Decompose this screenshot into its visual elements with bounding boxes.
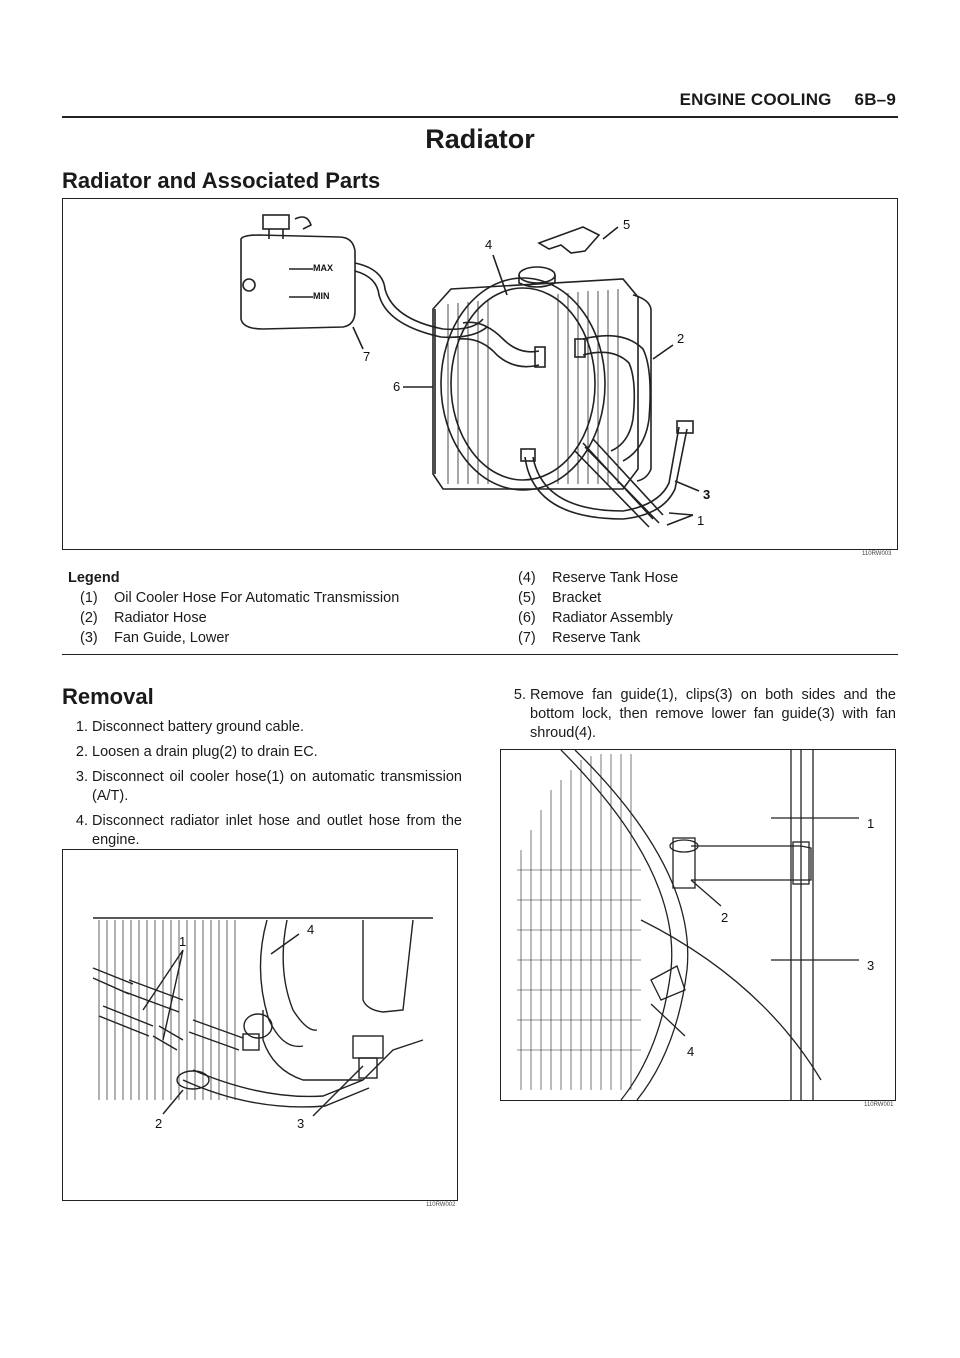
callout-3: 3 [703,487,711,502]
legend-item: (1) Oil Cooler Hose For Automatic Transmission [80,590,400,606]
callout-2: 2 [677,331,685,346]
drain-plug-illustration [63,850,457,1200]
section-title: ENGINE COOLING [679,90,832,109]
callout-6: 6 [393,379,401,394]
legend-item: (7) Reserve Tank [518,630,641,646]
callout-1: 1 [867,816,875,831]
removal-steps-left [62,718,462,856]
header-rule [62,116,898,118]
callout-7: 7 [363,349,371,364]
callout-3: 3 [297,1116,305,1131]
legend-heading: Legend [68,570,120,586]
page-number: 6B–9 [854,90,896,109]
callout-4: 4 [687,1044,695,1059]
step-item: 3. Disconnect oil cooler hose(1) on automatic transmission (A/T). [75,769,462,804]
callout-2: 2 [155,1116,163,1131]
callout-5: 5 [623,217,631,232]
step-item: 2. Loosen a drain plug(2) to drain EC. [75,744,318,760]
step-item: 4. Disconnect radiator inlet hose and outlet hose from the engine. [75,813,462,848]
legend-right [518,568,888,648]
radiator-illustration [63,199,897,549]
removal-steps-right [500,686,896,749]
legend-left [68,568,488,648]
page-title: Radiator [425,124,535,154]
callout-1: 1 [697,513,705,528]
callout-1: 1 [179,934,187,949]
legend-item: (3) Fan Guide, Lower [80,630,230,646]
radiator-figure [62,198,898,550]
step-item: 1. Disconnect battery ground cable. [75,719,304,735]
figure-id: 110RW003 [862,551,892,557]
removal-heading: Removal [62,684,154,709]
tank-min-label: MIN [313,291,330,301]
legend-rule [62,654,898,655]
page-header [662,90,896,110]
callout-2: 2 [721,910,729,925]
figure-id: 110RW001 [864,1102,894,1108]
figure-id: 110RW002 [426,1202,456,1208]
callout-4: 4 [307,922,315,937]
callout-4: 4 [485,237,493,252]
legend-item: (2) Radiator Hose [80,610,207,626]
fan-guide-figure [500,749,896,1101]
section-heading: Radiator and Associated Parts [62,168,381,193]
tank-max-label: MAX [313,263,333,273]
legend-item: (6) Radiator Assembly [518,610,673,626]
callout-3: 3 [867,958,875,973]
legend-item: (4) Reserve Tank Hose [518,570,679,586]
legend-item: (5) Bracket [518,590,602,606]
step-item: 5. Remove fan guide(1), clips(3) on both sides and the bottom lock, then remove lower fan guide(3) with fan shroud(4). [513,687,896,741]
drain-plug-figure [62,849,458,1201]
fan-guide-illustration [501,750,895,1100]
